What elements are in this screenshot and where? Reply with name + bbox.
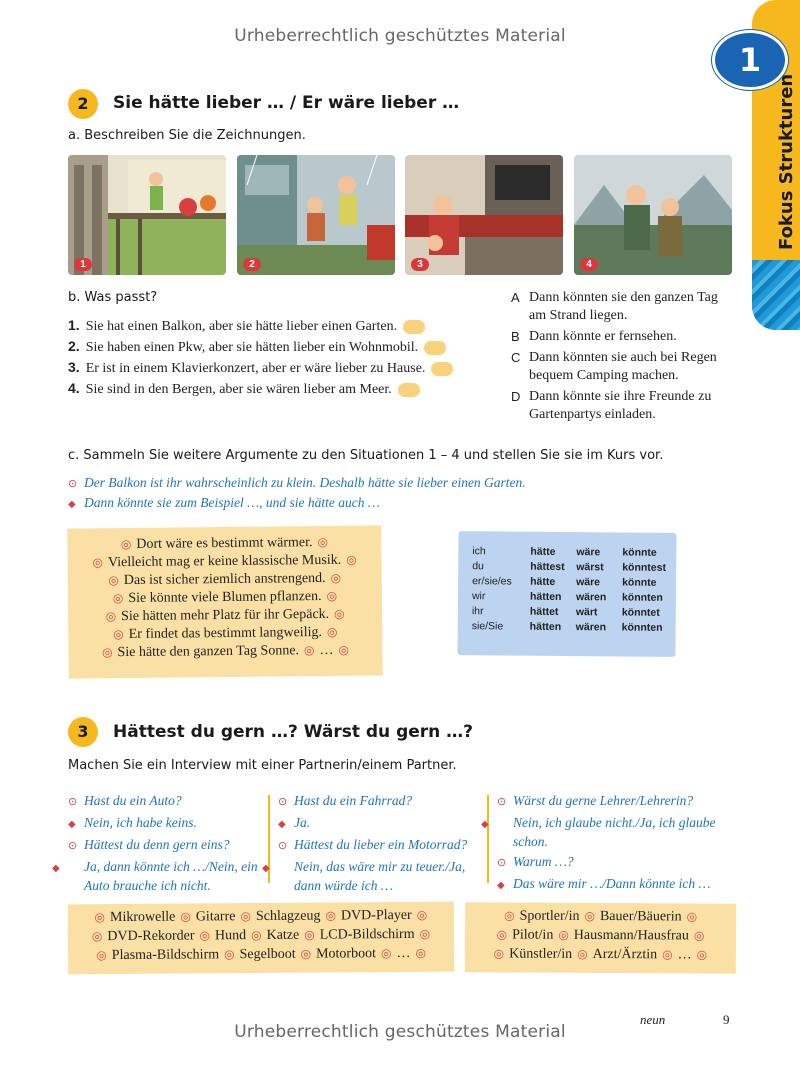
interview-column-1 (52, 792, 263, 894)
conjugation-row: ich hätte wäre könnte (472, 544, 657, 559)
tab-label: Fokus Strukturen (776, 73, 797, 250)
page-number: 9 (723, 1012, 730, 1027)
match-item: 3. Er ist in einem Klavierkonzert, aber er wäre lieber zu Hause. (68, 359, 453, 377)
phrase: ◎ Sie hätten mehr Platz für ihr Gepäck. ◎ (105, 606, 345, 625)
section3-number: 3 (68, 717, 98, 747)
drawing-number: 2 (243, 258, 261, 271)
answer-slot[interactable] (424, 341, 446, 355)
interview-column-3 (481, 792, 737, 894)
answer-option-d: D Dann könnte sie ihre Freunde zu Gartenpartys einladen. (511, 389, 712, 422)
task-a-instruction: a. Beschreiben Sie die Zeichnungen. (68, 128, 306, 143)
things-note (68, 902, 454, 975)
question: ⊙ Warum …? (497, 854, 574, 869)
conjugation-table (457, 531, 676, 657)
phrase: ◎ Sie hätte den ganzen Tag Sonne. ◎ … ◎ (101, 642, 350, 661)
conjugation-row: ihr hättet wärt könntet (471, 604, 660, 619)
task-b-instruction: b. Was passt? (68, 290, 158, 305)
answer-option-c: C Dann könnten sie auch bei Regen bequem Camping machen. (511, 350, 717, 383)
answer-option-b: B Dann könnte er fernsehen. (511, 329, 677, 344)
answer-slot[interactable] (398, 383, 420, 397)
drawing-2-car-rain (237, 155, 395, 275)
section3-instruction: Machen Sie ein Interview mit einer Partnerin/einem Partner. (68, 758, 457, 773)
answer: ◆ Nein, das wäre mir zu teuer./Ja, dann würde ich … (262, 859, 466, 893)
drawing-number: 4 (580, 258, 598, 271)
mountain-illustration (574, 155, 732, 275)
section2-title: Sie hätte lieber … / Er wäre lieber … (113, 93, 460, 113)
word-row: ◎ Pilot/in ◎ Hausmann/Hausfrau ◎ (496, 927, 705, 944)
answer: ◆ Ja, dann könnte ich …/Nein, ein Auto brauche ich nicht. (52, 859, 258, 893)
section2-number: 2 (68, 89, 98, 119)
question: ⊙ Wärst du gerne Lehrer/Lehrerin? (497, 793, 694, 808)
phrase: ◎ Vielleicht mag er keine klassische Musik. ◎ (92, 552, 357, 571)
conjugation-row: wir hätten wären könnten (471, 589, 663, 604)
water-decoration (752, 260, 800, 330)
answer: ◆ Ja. (278, 815, 311, 830)
interview-column-2 (262, 792, 483, 894)
page-word: neun (640, 1012, 666, 1027)
word-row: ◎ DVD-Rekorder ◎ Hund ◎ Katze ◎ LCD-Bildschirm ◎ (91, 926, 431, 945)
concert-illustration (405, 155, 563, 275)
phrase: ◎ Er findet das bestimmt langweilig. ◎ (113, 624, 338, 643)
section3-title: Hättest du gern …? Wärst du gern …? (113, 722, 474, 742)
question: ⊙ Hättest du denn gern eins? (68, 837, 230, 852)
watermark-top: Urheberrechtlich geschütztes Material (234, 26, 566, 46)
conjugation-row: er/sie/es hätte wäre könnte (472, 574, 657, 589)
answer: ◆ Das wäre mir …/Dann könnte ich … (497, 876, 711, 891)
word-row: ◎ Sportler/in ◎ Bauer/Bäuerin ◎ (504, 908, 698, 925)
column-divider (487, 795, 489, 883)
question: ⊙ Hast du ein Auto? (68, 793, 182, 808)
word-row: ◎ Künstler/in ◎ Arzt/Ärztin ◎ … ◎ (493, 946, 708, 963)
answer-slot[interactable] (403, 320, 425, 334)
example-sentence: ◆ Dann könnte sie zum Beispiel …, und sie hätte auch … (68, 494, 380, 513)
speaker-b-marker: ◆ (68, 499, 76, 510)
word-row: ◎ Mikrowelle ◎ Gitarre ◎ Schlagzeug ◎ DVD-Player ◎ (94, 907, 428, 926)
example-sentence: ⊙ Der Balkon ist ihr wahrscheinlich zu klein. Deshalb hätte sie lieber einen Garten. (68, 474, 526, 493)
question: ⊙ Hättest du lieber ein Motorrad? (278, 837, 468, 852)
answer: ◆ Nein, ich habe keins. (68, 815, 197, 830)
match-item: 1. Sie hat einen Balkon, aber sie hätte lieber einen Garten. (68, 317, 425, 335)
drawing-1-balcony (68, 155, 226, 275)
drawing-3-concert (405, 155, 563, 275)
phrase-note (67, 525, 383, 678)
answer-slot[interactable] (431, 362, 453, 376)
drawing-4-mountains (574, 155, 732, 275)
rain-car-illustration (237, 155, 395, 275)
phrase: ◎ Dort wäre es bestimmt wärmer. ◎ (120, 534, 328, 552)
match-item: 2. Sie haben einen Pkw, aber sie hätten lieber ein Wohnmobil. (68, 338, 446, 356)
drawing-number: 1 (74, 258, 92, 271)
balcony-illustration (68, 155, 226, 275)
answer-option-a: A Dann könnten sie den ganzen Tag am Strand liegen. (511, 290, 718, 323)
conjugation-row: du hättest wärst könntest (472, 559, 667, 574)
word-row: ◎ Plasma-Bildschirm ◎ Segelboot ◎ Motorboot ◎ … ◎ (96, 945, 426, 964)
match-item: 4. Sie sind in den Bergen, aber sie wären lieber am Meer. (68, 380, 420, 398)
phrase: ◎ Das ist sicher ziemlich anstrengend. ◎ (108, 570, 342, 589)
task-c-instruction: c. Sammeln Sie weitere Argumente zu den Situationen 1 – 4 und stellen Sie sie im Kurs vor. (68, 448, 664, 463)
phrase: ◎ Sie könnte viele Blumen pflanzen. ◎ (112, 588, 338, 607)
question: ⊙ Hast du ein Fahrrad? (278, 793, 413, 808)
answer: ◆ Nein, ich glaube nicht./Ja, ich glaube schon. (481, 815, 716, 849)
jobs-note (465, 902, 736, 973)
chapter-number-badge: 1 (712, 30, 788, 90)
drawing-number: 3 (411, 258, 429, 271)
watermark-bottom: Urheberrechtlich geschütztes Material (234, 1022, 566, 1042)
speaker-a-marker: ⊙ (68, 478, 78, 490)
conjugation-row: sie/Sie hätten wären könnten (471, 619, 663, 634)
